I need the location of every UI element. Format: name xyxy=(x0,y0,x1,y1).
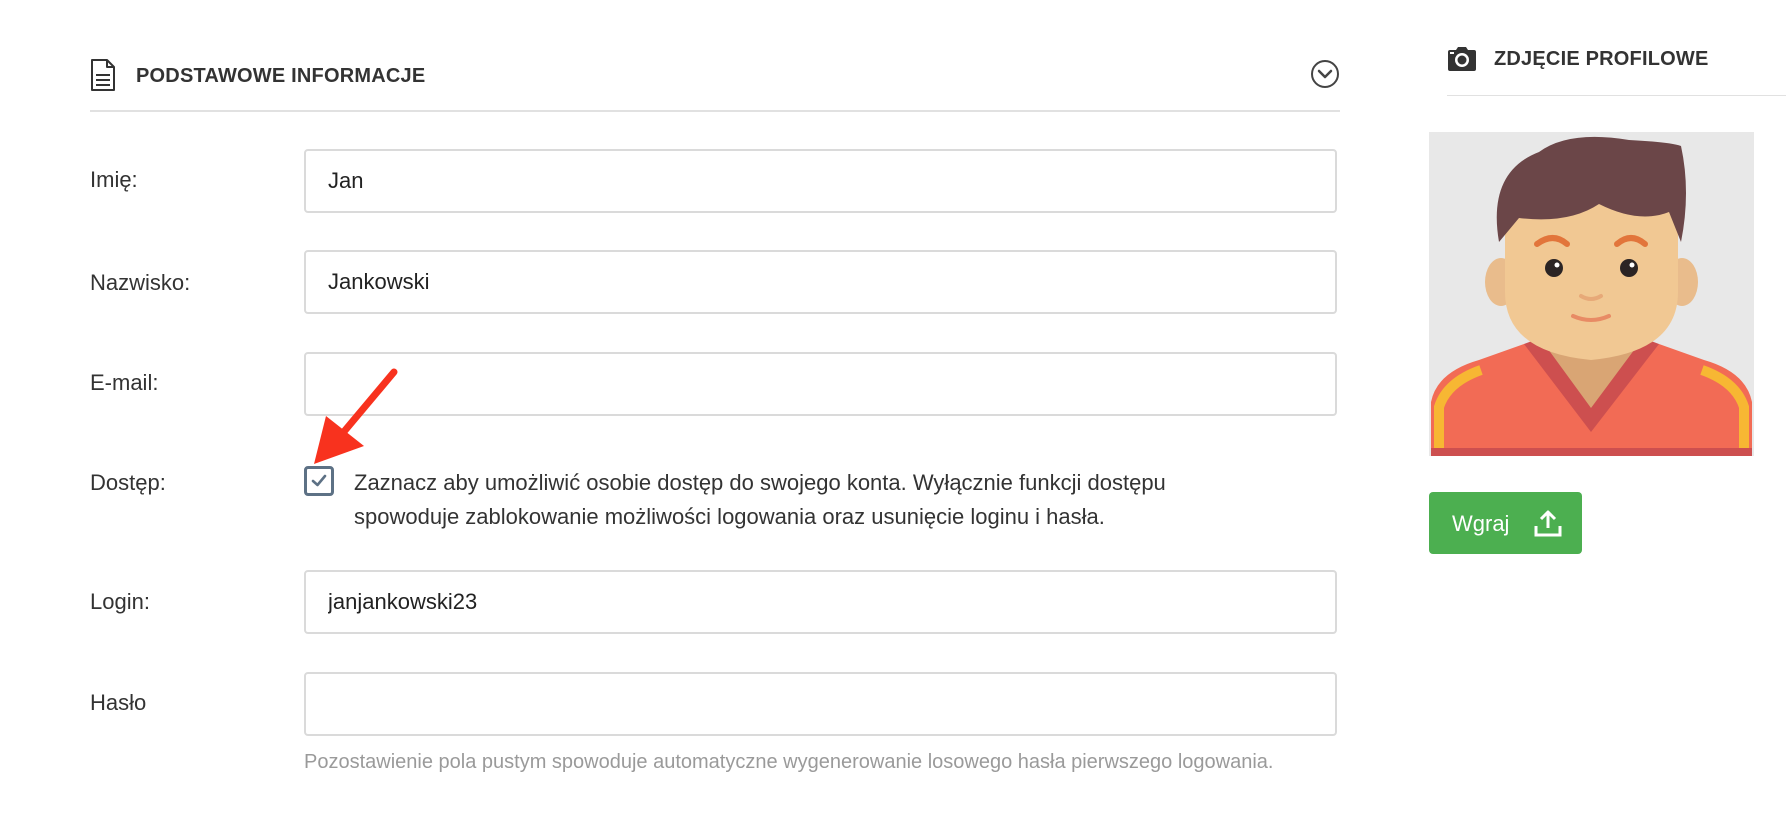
chevron-down-circle-icon[interactable] xyxy=(1310,59,1340,94)
first-name-input[interactable] xyxy=(304,149,1337,213)
access-label: Dostęp: xyxy=(90,470,166,495)
camera-icon xyxy=(1447,46,1477,77)
email-input[interactable] xyxy=(304,352,1337,416)
upload-button-label: Wgraj xyxy=(1452,511,1510,536)
red-arrow-annotation xyxy=(312,368,402,468)
last-name-input[interactable] xyxy=(304,250,1337,314)
password-hint: Pozostawienie pola pustym spowoduje automatyczne wygenerowanie losowego hasła pierwszego logowania. xyxy=(304,751,1274,773)
access-checkbox[interactable] xyxy=(304,466,334,496)
last-name-label: Nazwisko: xyxy=(90,270,191,295)
login-input[interactable] xyxy=(304,570,1337,634)
checkmark-icon xyxy=(310,472,328,490)
upload-button[interactable] xyxy=(1429,492,1582,554)
upload-icon xyxy=(1533,508,1563,544)
avatar xyxy=(1429,132,1754,456)
document-icon xyxy=(90,59,116,96)
password-label: Hasło xyxy=(90,690,147,715)
login-label: Login: xyxy=(90,589,150,614)
access-description: Zaznacz aby umożliwić osobie dostęp do swojego konta. Wyłącznie funkcji dostępu spowoduje zablokowanie możliwości logowania oraz usunięcie loginu i hasła. xyxy=(354,470,1166,529)
password-input[interactable] xyxy=(304,672,1337,736)
profile-photo-title: ZDJĘCIE PROFILOWE xyxy=(1494,48,1709,70)
first-name-label: Imię: xyxy=(90,167,138,192)
profile-photo-header xyxy=(1447,30,1786,96)
basic-info-header xyxy=(90,50,1340,112)
email-label: E-mail: xyxy=(90,370,159,395)
section-title: PODSTAWOWE INFORMACJE xyxy=(136,65,426,87)
